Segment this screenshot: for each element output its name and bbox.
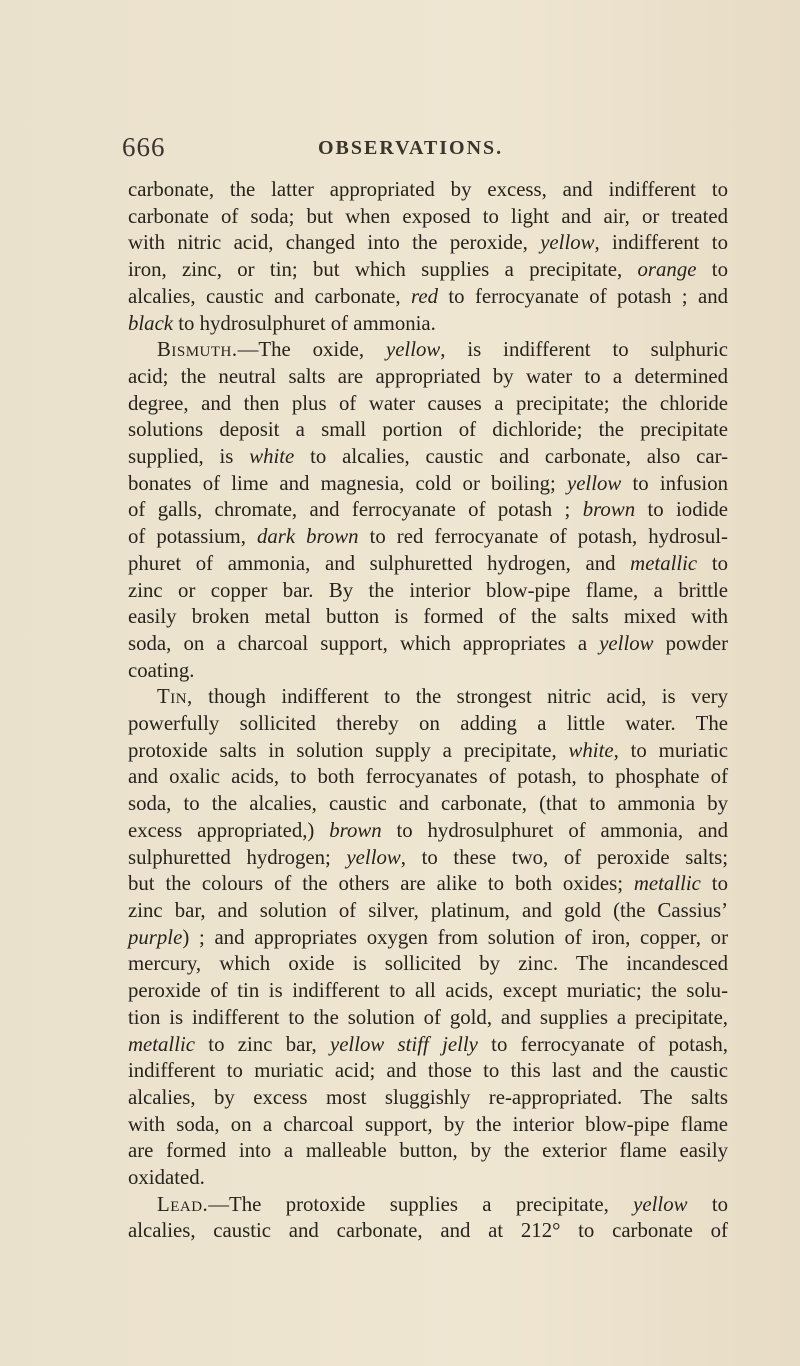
text-line (128, 230, 728, 257)
text-run: to (696, 258, 728, 282)
text-run: alcalies, caustic and carbonate, and at 212° to carbonate of (128, 1219, 728, 1243)
text-run: phuret of ammonia, and sulphuretted hydrogen, and (128, 551, 631, 575)
text-run: carbonate of soda; but when exposed to light and air, or treated (128, 204, 728, 228)
text-run: tion is indifferent to the solution of gold, and supplies a precipitate, (128, 1005, 728, 1029)
italic-term: purple (128, 925, 183, 949)
text-run: to (697, 551, 728, 575)
text-run: —The protoxide supplies a precipitate, (208, 1192, 634, 1216)
text-run: oxidated. (128, 1166, 205, 1190)
text-run: easily broken metal button is formed of the salts mixed with (128, 605, 728, 629)
page-number: 666 (122, 132, 166, 162)
text-run: indifferent to muriatic acid; and those to this last and the caustic (128, 1059, 728, 1083)
text-run: soda, to the alcalies, caustic and carbonate, (that to ammonia by (128, 792, 728, 816)
text-run: zinc bar, and solution of silver, platinum, and gold (the Cassius’ (128, 898, 728, 922)
italic-term: brown (582, 498, 636, 522)
text-run: carbonate, the latter appropriated by excess, and indifferent to (128, 178, 728, 201)
text-run: mercury, which oxide is sollicited by zinc. The incandesced (128, 952, 728, 976)
text-line (128, 951, 728, 978)
text-line (128, 524, 728, 551)
text-run: to hydrosulphuret of ammonia, and (381, 818, 728, 842)
text-line (128, 684, 728, 711)
text-run: to ferrocyanate of potash ; and (437, 284, 728, 308)
text-run: excess appropriated,) (128, 818, 330, 842)
italic-term: yellow (540, 231, 595, 255)
text-run: to hydrosulphuret of ammonia. (173, 311, 436, 335)
italic-term: yellow (599, 631, 654, 655)
text-run: of galls, chromate, and ferrocyanate of potash ; (128, 498, 583, 522)
text-line (128, 1005, 728, 1032)
italic-term: yellow stiff jelly (329, 1032, 478, 1056)
text-run: ) ; and appropriates oxygen from solution of iron, copper, or (182, 925, 728, 949)
text-run: to zinc bar, (195, 1032, 330, 1056)
text-run: to ferrocyanate of potash, (477, 1032, 728, 1056)
text-run: alcalies, caustic and carbonate, (128, 284, 412, 308)
italic-term: brown (329, 818, 382, 842)
text-run: supplied, is (128, 445, 250, 469)
text-line (128, 845, 728, 872)
text-run: protoxide salts in solution supply a precipitate, (128, 738, 569, 762)
text-run: , to these two, of peroxide salts; (400, 845, 729, 869)
text-line (128, 658, 728, 685)
text-run: but the colours of the others are alike to both oxides; (128, 872, 634, 896)
text-run: to (700, 872, 728, 896)
text-line (128, 204, 728, 231)
text-run: alcalies, by excess most sluggishly re-appropriated. The salts (128, 1085, 728, 1109)
italic-term: yellow (566, 471, 622, 495)
text-line (128, 925, 728, 952)
italic-term: white (568, 738, 614, 762)
text-run: of potassium, (128, 525, 257, 549)
text-run: bonates of lime and magnesia, cold or boiling; (128, 471, 567, 495)
section-heading: Bismuth. (157, 338, 238, 362)
text-run: though indifferent to the strongest nitric acid, is very (192, 685, 728, 709)
text-run: solutions deposit a small portion of dichloride; the precipitate (128, 418, 728, 442)
text-line (128, 417, 728, 444)
italic-term: metallic (128, 1032, 195, 1056)
text-run: and oxalic acids, to both ferrocyanates of potash, to phosphate of (128, 765, 728, 789)
text-line (128, 1112, 728, 1139)
text-line (128, 284, 728, 311)
text-line (128, 1032, 728, 1059)
running-title: OBSERVATIONS. (318, 137, 504, 159)
text-line (128, 791, 728, 818)
text-run: to infusion (621, 471, 728, 495)
italic-term: yellow (633, 1192, 688, 1216)
text-run: degree, and then plus of water causes a precipitate; the chloride (128, 391, 728, 415)
text-run: , to muriatic (613, 738, 728, 762)
italic-term: yellow (385, 338, 441, 362)
text-run: to red ferrocyanate of potash, hydrosul- (358, 525, 728, 549)
text-run: —The oxide, (237, 338, 386, 362)
text-line (128, 444, 728, 471)
text-run: coating. (128, 658, 195, 682)
italic-term: metallic (630, 551, 698, 575)
text-line (128, 1085, 728, 1112)
text-run: to (687, 1192, 728, 1216)
section-heading: Lead. (157, 1192, 209, 1216)
text-line (128, 337, 728, 364)
text-run: zinc or copper bar. By the interior blow-pipe flame, a brittle (128, 578, 728, 602)
text-run: sulphuretted hydrogen; (128, 845, 347, 869)
italic-term: white (249, 445, 295, 469)
text-line (128, 631, 728, 658)
italic-term: yellow (346, 845, 401, 869)
text-run: iron, zinc, or tin; but which supplies a precipitate, (128, 258, 638, 282)
text-line (128, 738, 728, 765)
section-heading: Tin, (157, 685, 193, 709)
text-line (128, 1138, 728, 1165)
text-run: acid; the neutral salts are appropriated by water to a determined (128, 364, 728, 388)
text-line (128, 1165, 728, 1192)
italic-term: metallic (633, 872, 701, 896)
text-line (128, 1192, 728, 1219)
italic-term: black (128, 311, 174, 335)
text-line (128, 578, 728, 605)
text-line (128, 1218, 728, 1245)
italic-term: red (411, 284, 438, 308)
text-line (128, 711, 728, 738)
text-line (128, 391, 728, 418)
text-run: powder (653, 631, 728, 655)
text-run: peroxide of tin is indifferent to all acids, except muriatic; the solu- (128, 979, 728, 1003)
text-line (128, 978, 728, 1005)
text-run: , is indifferent to sulphuric (440, 338, 728, 362)
text-line (128, 364, 728, 391)
text-run: are formed into a malleable button, by the exterior flame easily (128, 1139, 728, 1163)
text-run: , indifferent to (594, 231, 728, 255)
text-run: with soda, on a charcoal support, by the interior blow-pipe flame (128, 1112, 728, 1136)
page-header (122, 132, 722, 166)
text-run: to alcalies, caustic and carbonate, also car- (294, 445, 728, 469)
text-run: soda, on a charcoal support, which appropriates a (128, 631, 600, 655)
text-line (128, 898, 728, 925)
text-run: powerfully sollicited thereby on adding a little water. The (128, 712, 728, 736)
text-line (128, 177, 728, 204)
text-line (128, 257, 728, 284)
text-line (128, 311, 728, 338)
italic-term: orange (637, 258, 697, 282)
italic-term: dark brown (256, 525, 359, 549)
text-line (128, 818, 728, 845)
text-line (128, 1058, 728, 1085)
text-line (128, 871, 728, 898)
text-line (128, 551, 728, 578)
text-line (128, 764, 728, 791)
body-text (128, 177, 728, 1245)
text-line (128, 471, 728, 498)
text-line (128, 497, 728, 524)
text-run: to iodide (635, 498, 729, 522)
text-run: with nitric acid, changed into the peroxide, (128, 231, 541, 255)
text-line (128, 604, 728, 631)
